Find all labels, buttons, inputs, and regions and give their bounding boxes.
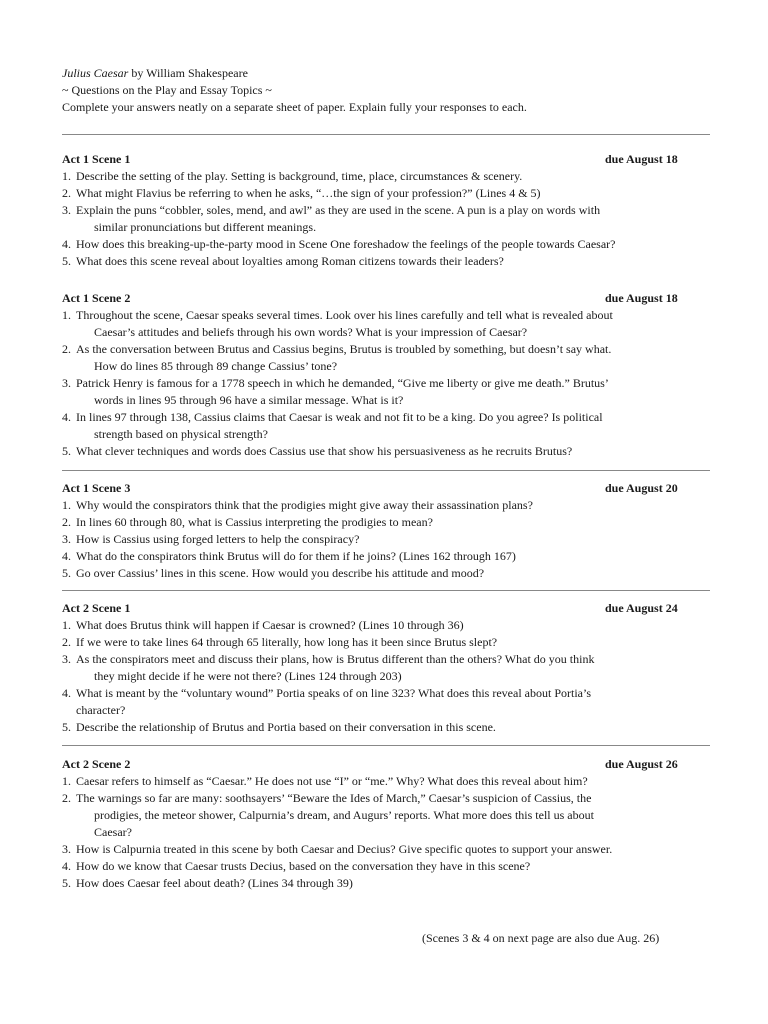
question-item xyxy=(62,548,712,565)
divider xyxy=(62,134,710,135)
due-date: due August 18 xyxy=(605,152,678,166)
question-number: 2. xyxy=(62,635,71,649)
question-item xyxy=(62,617,712,634)
question-text: Patrick Henry is famous for a 1778 speech in which he demanded, “Give me liberty or give me death.” Brutus’ xyxy=(76,376,609,390)
question-number: 5. xyxy=(62,566,71,580)
question-section xyxy=(62,600,712,736)
question-text: Describe the setting of the play. Setting is background, time, place, circumstances & scenery. xyxy=(76,169,523,183)
title-line xyxy=(62,65,527,82)
question-text-continued: similar pronunciations but different meanings. xyxy=(94,220,317,234)
question-text: The warnings so far are many: soothsayers’ “Beware the Ides of March,” Caesar’s suspicion of Cassius, the xyxy=(76,791,592,805)
play-title: Julius Caesar xyxy=(62,66,129,80)
question-list xyxy=(62,307,712,460)
question-section xyxy=(62,756,712,892)
question-text: Go over Cassius’ lines in this scene. How would you describe his attitude and mood? xyxy=(76,566,485,580)
question-item xyxy=(62,685,712,719)
question-section xyxy=(62,480,712,582)
question-number: 4. xyxy=(62,859,71,873)
question-text: Throughout the scene, Caesar speaks several times. Look over his lines carefully and tell what is revealed about xyxy=(76,308,613,322)
author: by William Shakespeare xyxy=(128,66,248,80)
question-text: If we were to take lines 64 through 65 literally, how long has it been since Brutus slept? xyxy=(76,635,498,649)
question-text: How does this breaking-up-the-party mood in Scene One foreshadow the feelings of the people towards Caesar? xyxy=(76,237,616,251)
question-item xyxy=(62,497,712,514)
question-number: 1. xyxy=(62,774,71,788)
question-item xyxy=(62,531,712,548)
question-number: 5. xyxy=(62,444,71,458)
section-heading xyxy=(62,756,712,773)
question-item xyxy=(62,841,712,858)
question-item xyxy=(62,409,712,443)
section-heading xyxy=(62,151,712,168)
section-heading xyxy=(62,480,712,497)
question-text: In lines 97 through 138, Cassius claims that Caesar is weak and not fit to be a king. Do you agree? Is political xyxy=(76,410,603,424)
question-item xyxy=(62,651,712,685)
question-list xyxy=(62,773,712,892)
section-title: Act 1 Scene 3 xyxy=(62,481,131,495)
question-text: How is Cassius using forged letters to help the conspiracy? xyxy=(76,532,360,546)
divider xyxy=(62,745,710,746)
question-text: What does Brutus think will happen if Caesar is crowned? (Lines 10 through 36) xyxy=(76,618,464,632)
question-text-continued: strength based on physical strength? xyxy=(94,427,268,441)
section-title: Act 1 Scene 1 xyxy=(62,152,131,166)
question-text: What is meant by the “voluntary wound” Portia speaks of on line 323? What does this reveal about Portia’s xyxy=(76,686,591,700)
section-heading xyxy=(62,600,712,617)
question-number: 5. xyxy=(62,720,71,734)
question-item xyxy=(62,565,712,582)
question-text: Why would the conspirators think that the prodigies might give away their assassination plans? xyxy=(76,498,533,512)
question-number: 2. xyxy=(62,515,71,529)
question-item xyxy=(62,341,712,375)
question-text: What might Flavius be referring to when he asks, “…the sign of your profession?” (Lines 4 & 5) xyxy=(76,186,541,200)
question-number: 1. xyxy=(62,498,71,512)
question-item xyxy=(62,375,712,409)
question-list xyxy=(62,168,712,270)
divider xyxy=(62,470,710,471)
question-item xyxy=(62,185,712,202)
question-text-continued: Caesar’s attitudes and beliefs through his own words? What is your impression of Caesar? xyxy=(94,325,528,339)
question-text-continued: prodigies, the meteor shower, Calpurnia’s dream, and Augurs’ reports. What more does this tell us about xyxy=(94,808,594,822)
question-number: 4. xyxy=(62,410,71,424)
question-text: How does Caesar feel about death? (Lines 34 through 39) xyxy=(76,876,353,890)
question-item xyxy=(62,634,712,651)
question-section xyxy=(62,151,712,270)
question-number: 5. xyxy=(62,254,71,268)
question-item xyxy=(62,253,712,270)
question-number: 3. xyxy=(62,532,71,546)
divider xyxy=(62,590,710,591)
question-text: Caesar refers to himself as “Caesar.” He does not use “I” or “me.” Why? What does this reveal about him? xyxy=(76,774,588,788)
section-title: Act 2 Scene 2 xyxy=(62,757,131,771)
question-text: How is Calpurnia treated in this scene by both Caesar and Decius? Give specific quotes to support your answer. xyxy=(76,842,613,856)
question-number: 1. xyxy=(62,618,71,632)
question-number: 2. xyxy=(62,791,71,805)
question-text: What does this scene reveal about loyalties among Roman citizens towards their leaders? xyxy=(76,254,504,268)
question-number: 4. xyxy=(62,237,71,251)
question-item xyxy=(62,168,712,185)
due-date: due August 20 xyxy=(605,481,678,495)
worksheet-header xyxy=(62,65,527,116)
question-item xyxy=(62,773,712,790)
question-number: 2. xyxy=(62,342,71,356)
instructions: Complete your answers neatly on a separate sheet of paper. Explain fully your responses to each. xyxy=(62,100,527,114)
question-item xyxy=(62,719,712,736)
question-item xyxy=(62,858,712,875)
question-text: How do we know that Caesar trusts Decius, based on the conversation they have in this scene? xyxy=(76,859,531,873)
question-text: In lines 60 through 80, what is Cassius interpreting the prodigies to mean? xyxy=(76,515,433,529)
question-number: 4. xyxy=(62,549,71,563)
question-text-continued: character? xyxy=(76,703,126,717)
question-text: As the conspirators meet and discuss their plans, how is Brutus different than the others? What do you think xyxy=(76,652,595,666)
question-text: What clever techniques and words does Cassius use that show his persuasiveness as he recruits Brutus? xyxy=(76,444,573,458)
question-section xyxy=(62,290,712,460)
footer-note: (Scenes 3 & 4 on next page are also due Aug. 26) xyxy=(422,931,660,945)
due-date: due August 24 xyxy=(605,601,678,615)
question-text: What do the conspirators think Brutus will do for them if he joins? (Lines 162 through 167) xyxy=(76,549,516,563)
due-date: due August 26 xyxy=(605,757,678,771)
question-item xyxy=(62,514,712,531)
section-heading xyxy=(62,290,712,307)
question-item xyxy=(62,236,712,253)
due-date: due August 18 xyxy=(605,291,678,305)
section-title: Act 2 Scene 1 xyxy=(62,601,131,615)
question-text: Explain the puns “cobbler, soles, mend, and awl” as they are used in the scene. A pun is a play on words with xyxy=(76,203,601,217)
question-number: 3. xyxy=(62,652,71,666)
question-number: 3. xyxy=(62,376,71,390)
question-text: Describe the relationship of Brutus and Portia based on their conversation in this scene. xyxy=(76,720,496,734)
question-number: 3. xyxy=(62,842,71,856)
subtitle: ~ Questions on the Play and Essay Topics ~ xyxy=(62,83,272,97)
question-text-continued: they might decide if he were not there? (Lines 124 through 203) xyxy=(94,669,402,683)
question-number: 1. xyxy=(62,169,71,183)
question-number: 4. xyxy=(62,686,71,700)
question-list xyxy=(62,497,712,582)
question-number: 2. xyxy=(62,186,71,200)
question-number: 5. xyxy=(62,876,71,890)
question-item xyxy=(62,790,712,841)
question-number: 3. xyxy=(62,203,71,217)
question-item xyxy=(62,307,712,341)
section-title: Act 1 Scene 2 xyxy=(62,291,131,305)
question-item xyxy=(62,202,712,236)
question-text-continued: Caesar? xyxy=(94,825,132,839)
question-text-continued: How do lines 85 through 89 change Cassius’ tone? xyxy=(94,359,338,373)
question-item xyxy=(62,443,712,460)
question-text: As the conversation between Brutus and Cassius begins, Brutus is troubled by something, but doesn’t say what. xyxy=(76,342,612,356)
question-item xyxy=(62,875,712,892)
question-number: 1. xyxy=(62,308,71,322)
question-list xyxy=(62,617,712,736)
question-text-continued: words in lines 95 through 96 have a similar message. What is it? xyxy=(94,393,404,407)
